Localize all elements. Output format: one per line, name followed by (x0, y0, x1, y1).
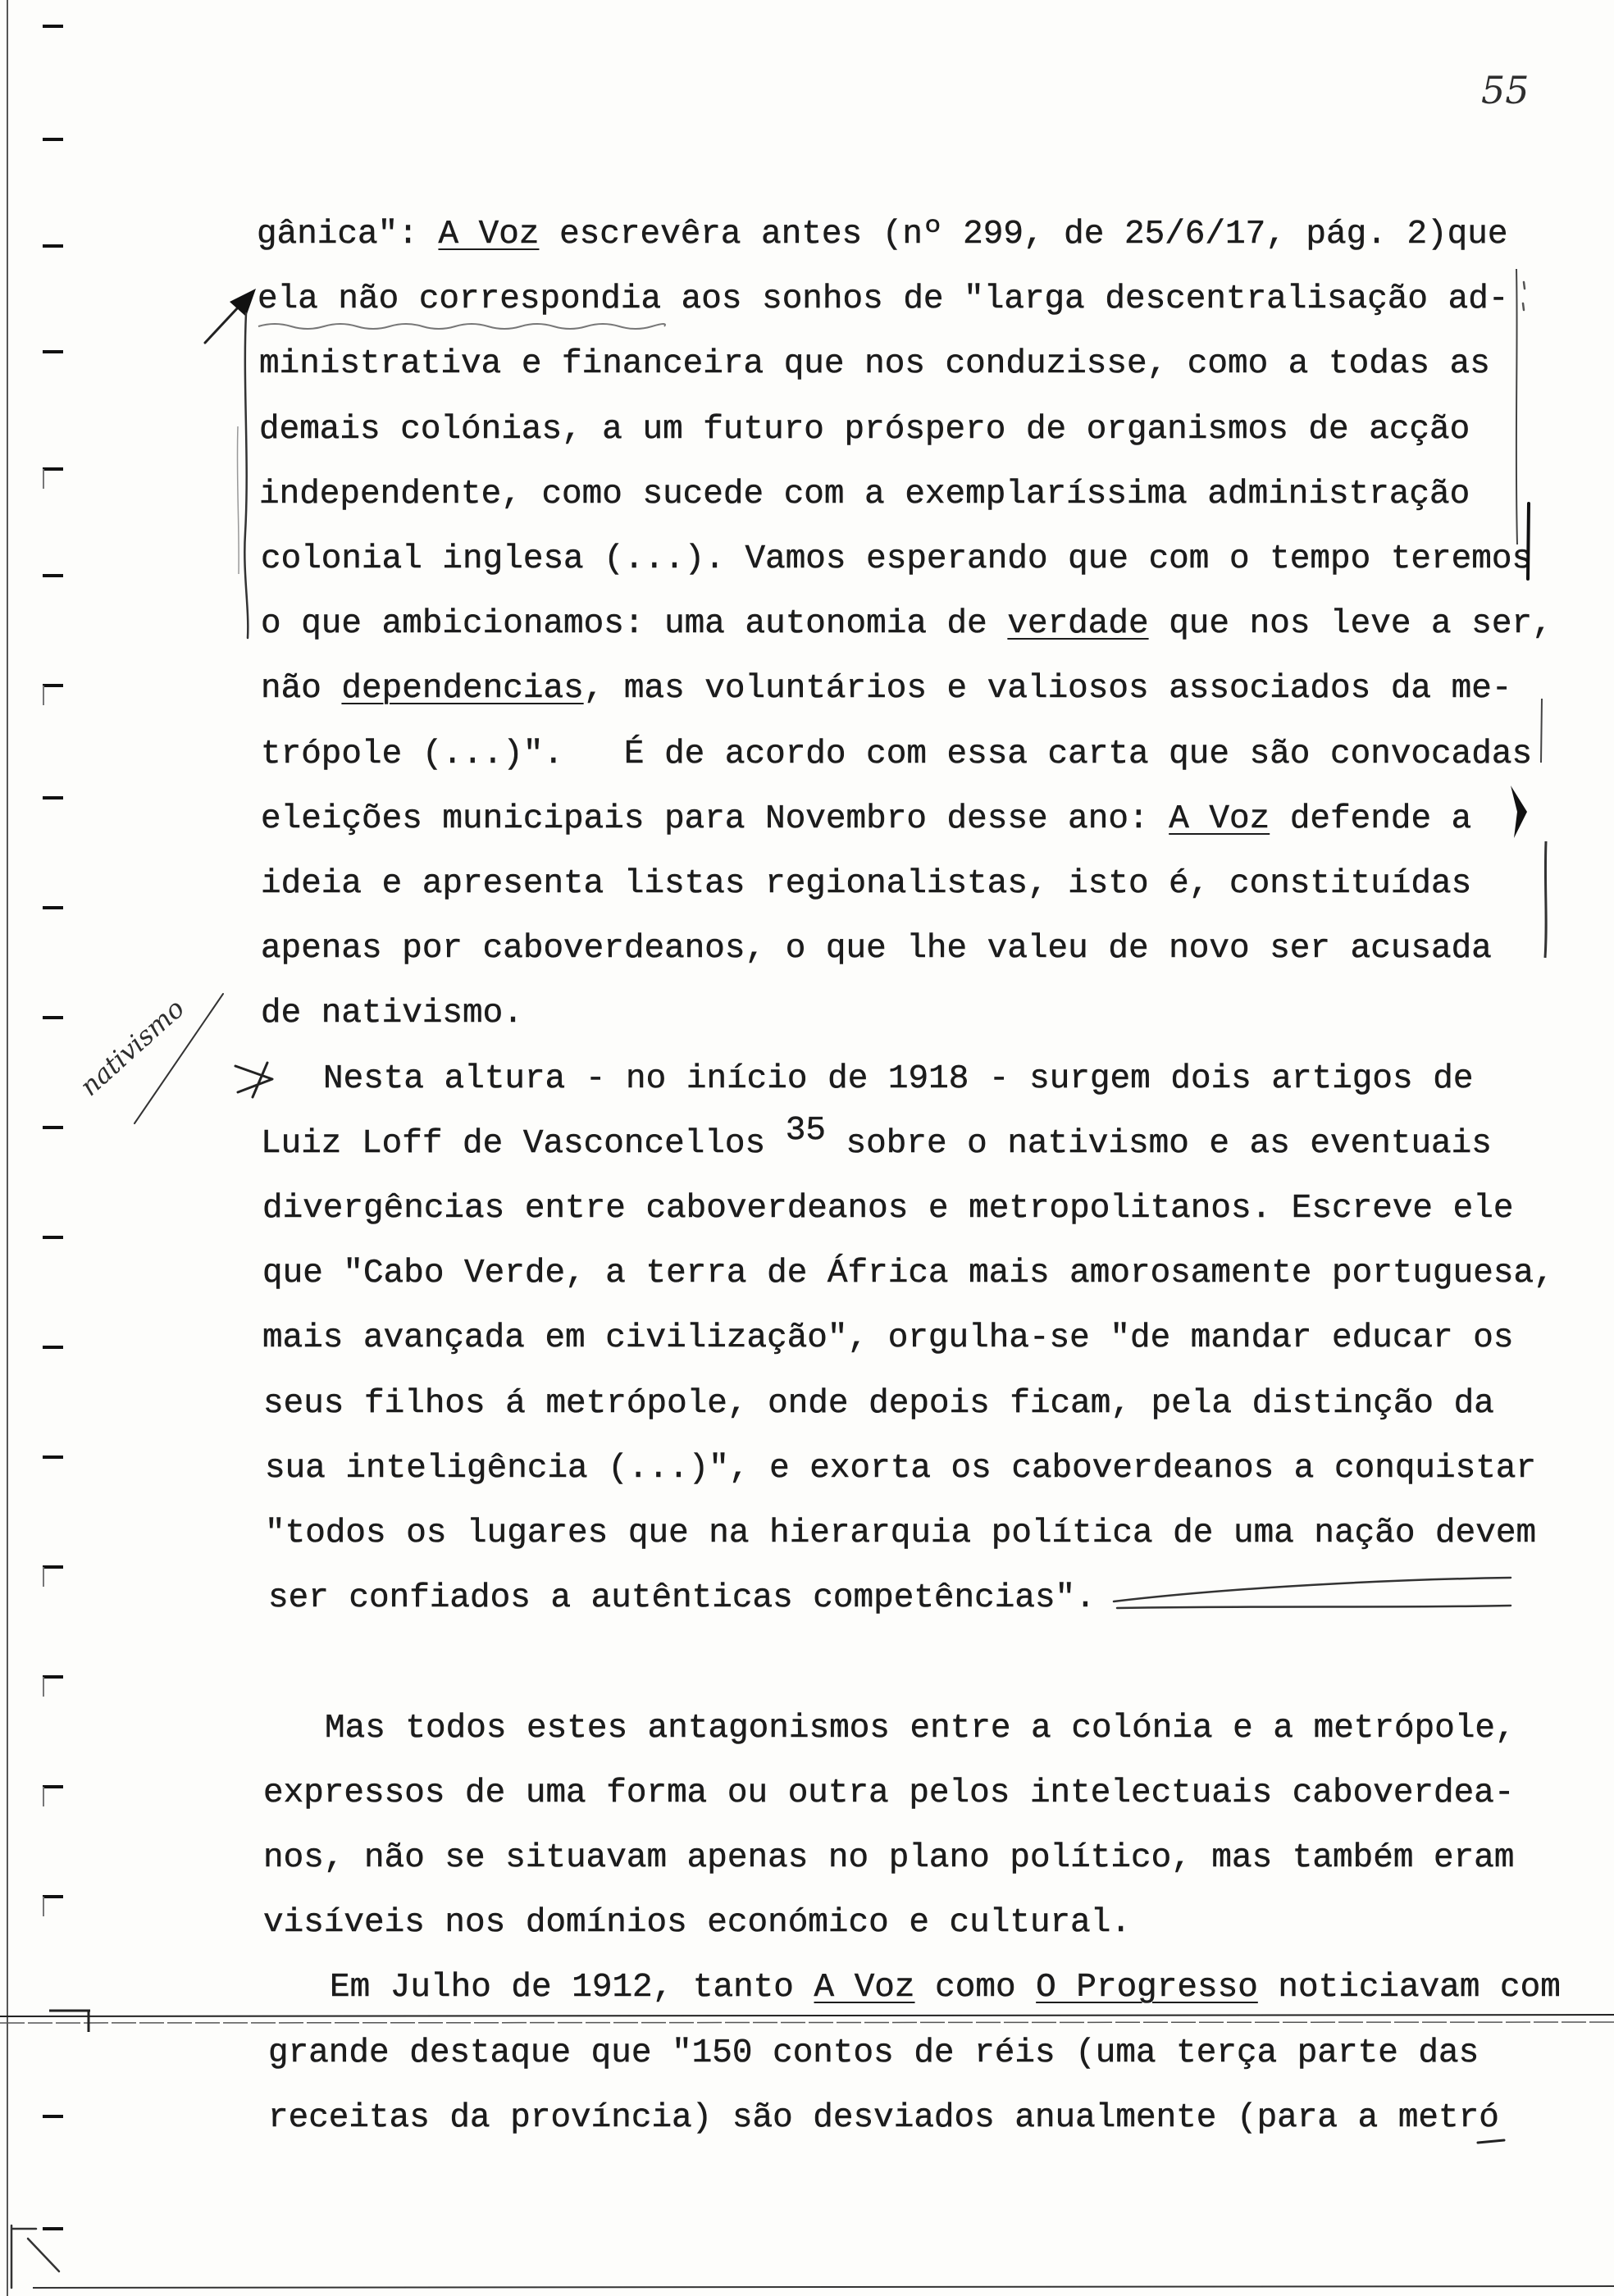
text-segment: Nesta altura - no início de 1918 - surgem dois artigos de (323, 1059, 1474, 1098)
text-line (265, 1449, 1536, 1488)
text-segment: que "Cabo Verde, a terra de África mais amorosamente portuguesa, (262, 1255, 1554, 1293)
text-line (263, 1774, 1514, 1813)
text-line (259, 344, 1490, 384)
text-line (263, 1384, 1494, 1424)
text-line (268, 1578, 1096, 1618)
text-line (262, 1319, 1513, 1358)
text-segment: trópole (...)". É de acordo com essa carta que são convocadas (261, 735, 1533, 773)
text-line (259, 410, 1470, 449)
text-segment: o que ambicionamos: uma autonomia de (261, 605, 1008, 644)
text-line (265, 1514, 1536, 1553)
text-line (261, 604, 1552, 644)
text-line (261, 1111, 1492, 1164)
underlined-title: O Progresso (1036, 1969, 1258, 2007)
footnote-reference: 35 (785, 1111, 826, 1150)
text-line (325, 1709, 1516, 1748)
text-segment: seus filhos á metrópole, onde depois ficam, pela distinção da (263, 1384, 1494, 1423)
underlined-title: A Voz (814, 1969, 915, 2007)
text-segment: mais avançada em civilização", orgulha-se "de mandar educar os (262, 1319, 1514, 1358)
text-line (261, 735, 1532, 774)
text-segment: receitas da província) são desviados anualmente (para a metró (268, 2098, 1499, 2137)
text-segment: como (914, 1969, 1037, 2007)
text-segment: noticiavam com (1257, 1969, 1561, 2007)
text-segment: defende a (1270, 800, 1472, 838)
text-line (262, 1189, 1513, 1228)
text-line (257, 215, 1507, 254)
text-segment: colonial inglesa (...). Vamos esperando que com o tempo teremos (261, 540, 1533, 578)
text-line (261, 929, 1492, 968)
text-segment: de nativismo. (261, 995, 523, 1033)
text-line (262, 1254, 1554, 1293)
margin-note: nativismo (73, 992, 191, 1102)
text-line (263, 1903, 1131, 1943)
text-segment: visíveis nos domínios económico e cultural. (263, 1904, 1131, 1943)
text-segment: , mas voluntários e valiosos associados da me- (583, 670, 1512, 708)
underlined-title: verdade (1007, 605, 1149, 644)
text-line (268, 2098, 1499, 2138)
text-segment: nos, não se situavam apenas no plano político, mas também eram (263, 1839, 1515, 1877)
text-segment: ideia e apresenta listas regionalistas, isto é, constituídas (261, 865, 1472, 903)
text-segment: ministrativa e financeira que nos conduzisse, como a todas as (259, 345, 1490, 384)
text-segment: ser confiados a autênticas competências". (268, 1579, 1096, 1618)
text-segment: ela não correspondia aos sonhos de "larga descentralisação ad- (258, 280, 1509, 319)
text-line (263, 1838, 1514, 1878)
page-number: 55 (1481, 68, 1530, 112)
text-line (323, 1059, 1473, 1099)
text-segment: "todos os lugares que na hierarquia política de uma nação devem (265, 1515, 1537, 1552)
text-line (261, 669, 1511, 708)
text-segment: sua inteligência (...)", e exorta os caboverdeanos a conquistar (265, 1449, 1537, 1487)
text-segment: gânica": (257, 216, 439, 253)
text-line (258, 280, 1508, 319)
text-segment: eleições municipais para Novembro desse ano: (261, 800, 1169, 838)
text-segment: não (261, 670, 342, 708)
text-line (261, 540, 1532, 579)
text-segment: Luiz Loff de Vasconcellos (261, 1124, 786, 1163)
text-segment: grande destaque que "150 contos de réis (uma terça parte das (268, 2034, 1480, 2072)
text-segment: sobre o nativismo e as eventuais (825, 1124, 1492, 1163)
text-segment: demais colónias, a um futuro próspero de organismos de acção (259, 410, 1470, 449)
underlined-title: A Voz (1169, 800, 1270, 838)
text-segment: apenas por caboverdeanos, o que lhe valeu de novo ser acusada (261, 930, 1492, 968)
text-segment: escrevêra antes (nº 299, de 25/6/17, pág. 2)que (539, 216, 1508, 253)
text-segment: que nos leve a ser, (1148, 605, 1552, 644)
text-line (261, 994, 523, 1033)
text-segment: divergências entre caboverdeanos e metropolitanos. Escreve ele (262, 1190, 1514, 1228)
text-line (261, 864, 1471, 904)
text-segment: Em Julho de 1912, tanto (330, 1969, 814, 2007)
underlined-title: A Voz (438, 216, 540, 253)
text-segment: expressos de uma forma ou outra pelos intelectuais caboverdea- (263, 1774, 1515, 1812)
text-line (261, 800, 1471, 839)
underlined-title: dependencias (341, 670, 584, 708)
text-segment: independente, como sucede com a exemplaríssima administração (259, 475, 1470, 513)
text-line (268, 2034, 1479, 2073)
text-segment: Mas todos estes antagonismos entre a colónia e a metrópole, (325, 1709, 1516, 1747)
text-line (330, 1968, 1561, 2007)
text-line (259, 475, 1470, 514)
